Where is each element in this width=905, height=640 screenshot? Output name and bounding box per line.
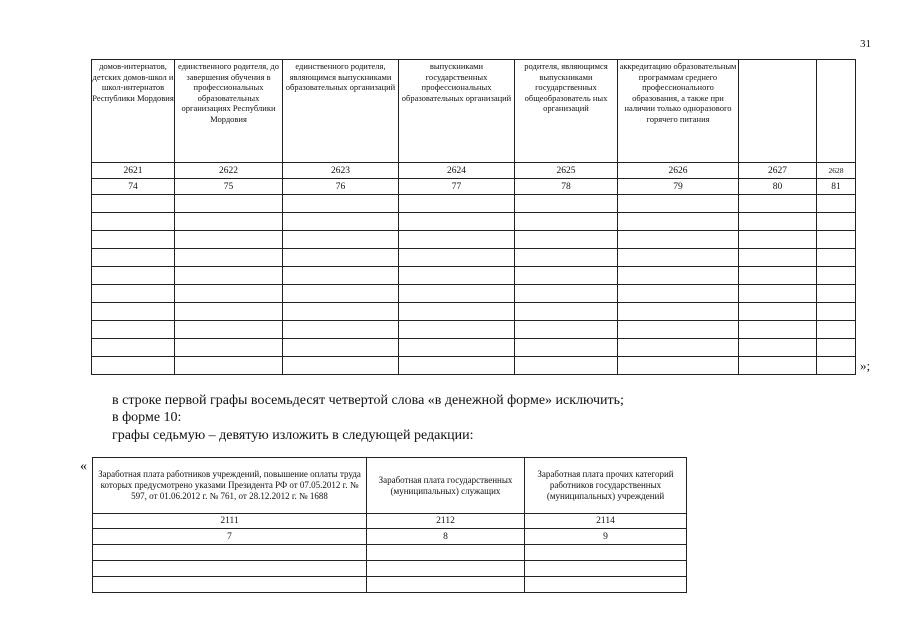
table-cell [92, 267, 175, 285]
table-cell [367, 561, 525, 577]
column-code: 2112 [367, 514, 525, 529]
table-row [93, 545, 687, 561]
column-code: 2625 [515, 163, 618, 179]
table-cell [92, 249, 175, 267]
table-cell [739, 339, 817, 357]
table-cell [515, 303, 618, 321]
table-cell [175, 321, 283, 339]
table-cell [515, 285, 618, 303]
table-cell [817, 231, 856, 249]
table-cell [399, 249, 515, 267]
table-row [93, 561, 687, 577]
table-cell [515, 321, 618, 339]
table-cell [618, 267, 739, 285]
table-cell [739, 231, 817, 249]
table-cell [739, 249, 817, 267]
table-cell [93, 561, 367, 577]
column-header: домов-интернатов, детских домов-школ и школ-интернатов Республики Мордовия [92, 60, 175, 163]
column-code: 2628 [817, 163, 856, 179]
table-cell [399, 195, 515, 213]
table-cell [175, 303, 283, 321]
table-cell [283, 321, 399, 339]
table-row [92, 195, 856, 213]
table-cell [739, 267, 817, 285]
table-cell [367, 545, 525, 561]
table-row [92, 285, 856, 303]
table-cell [817, 267, 856, 285]
table-cell [525, 561, 687, 577]
table-row [92, 231, 856, 249]
column-header [817, 60, 856, 163]
table-cell [283, 339, 399, 357]
table-cell [283, 285, 399, 303]
table-cell [618, 249, 739, 267]
table-cell [92, 195, 175, 213]
table-cell [618, 357, 739, 375]
table-row [92, 321, 856, 339]
table-cell [618, 285, 739, 303]
table-cell [175, 213, 283, 231]
column-header: Заработная плата работников учреждений, повышение оплаты труда которых предусмотрено указами Президента РФ от 07.05.2012 г. № 597, от 01.06.2012 г. № 761, от 28.12.2012 г. № 1688 [93, 458, 367, 514]
column-number: 80 [739, 179, 817, 195]
table-cell [817, 321, 856, 339]
table-cell [175, 231, 283, 249]
table-cell [399, 303, 515, 321]
table-cell [92, 339, 175, 357]
table-cell [92, 213, 175, 231]
table-cell [739, 213, 817, 231]
table-cell [283, 249, 399, 267]
column-number: 76 [283, 179, 399, 195]
table-cell [618, 339, 739, 357]
table-cell [283, 267, 399, 285]
table-cell [399, 285, 515, 303]
table-cell [515, 339, 618, 357]
table-cell [817, 213, 856, 231]
column-header: единственного родителя, до завершения обучения в профессиональных образовательных организациях Республики Мордовия [175, 60, 283, 163]
wage-table-continuation [91, 59, 856, 375]
column-number: 78 [515, 179, 618, 195]
table-cell [399, 321, 515, 339]
table-row [92, 357, 856, 375]
table-cell [817, 303, 856, 321]
table-cell [92, 321, 175, 339]
column-number: 79 [618, 179, 739, 195]
table-cell [515, 213, 618, 231]
table-cell [93, 577, 367, 593]
column-number-row [92, 179, 856, 195]
closing-quote-mark: »; [860, 358, 871, 373]
table-cell [399, 339, 515, 357]
table-cell [399, 231, 515, 249]
table-cell [92, 285, 175, 303]
column-header: выпускниками государственных профессиональных образовательных организаций [399, 60, 515, 163]
table-cell [515, 195, 618, 213]
table-cell [175, 195, 283, 213]
table-cell [525, 577, 687, 593]
table-cell [175, 285, 283, 303]
table-cell [515, 249, 618, 267]
table-cell [399, 357, 515, 375]
table-cell [283, 231, 399, 249]
column-code: 2626 [618, 163, 739, 179]
table-cell [283, 303, 399, 321]
column-number: 74 [92, 179, 175, 195]
table-cell [367, 577, 525, 593]
table-header-row [92, 60, 856, 163]
table-row [92, 249, 856, 267]
table-cell [817, 285, 856, 303]
column-code: 2111 [93, 514, 367, 529]
column-number-row [93, 529, 687, 545]
table-row [92, 213, 856, 231]
table-cell [817, 357, 856, 375]
table-row [93, 577, 687, 593]
table-cell [175, 249, 283, 267]
table-cell [399, 213, 515, 231]
column-code-row [93, 514, 687, 529]
column-number: 81 [817, 179, 856, 195]
column-code: 2624 [399, 163, 515, 179]
table-cell [817, 195, 856, 213]
column-number: 77 [399, 179, 515, 195]
column-header: аккредитацию образовательным программам среднего профессионального образования, а также при наличии только одноразового горячего питания [618, 60, 739, 163]
table-cell [618, 213, 739, 231]
table-cell [618, 231, 739, 249]
table-row [92, 267, 856, 285]
table-cell [515, 231, 618, 249]
column-header [739, 60, 817, 163]
table-cell [92, 231, 175, 249]
table-cell [283, 213, 399, 231]
table-cell [399, 267, 515, 285]
table-cell [93, 545, 367, 561]
table-cell [283, 357, 399, 375]
table-cell [739, 357, 817, 375]
table-cell [817, 339, 856, 357]
opening-quote-mark: « [80, 459, 87, 474]
table-cell [175, 339, 283, 357]
column-code: 2627 [739, 163, 817, 179]
table-cell [283, 195, 399, 213]
paragraph-line: в строке первой графы восемьдесят четвертой слова «в денежной форме» исключить; [112, 393, 624, 408]
page-number: 31 [860, 38, 871, 50]
table-row [92, 339, 856, 357]
table-header-row [93, 458, 687, 514]
column-code: 2623 [283, 163, 399, 179]
column-code: 2114 [525, 514, 687, 529]
column-number: 8 [367, 529, 525, 545]
table-cell [739, 303, 817, 321]
table-cell [525, 545, 687, 561]
column-number: 9 [525, 529, 687, 545]
paragraph-line: в форме 10: [112, 410, 182, 425]
table-cell [175, 267, 283, 285]
table-cell [817, 249, 856, 267]
table-cell [92, 357, 175, 375]
column-code: 2622 [175, 163, 283, 179]
table-cell [515, 357, 618, 375]
column-header: Заработная плата государственных (муниципальных) служащих [367, 458, 525, 514]
table-cell [92, 303, 175, 321]
column-code-row [92, 163, 856, 179]
table-cell [618, 303, 739, 321]
table-cell [515, 267, 618, 285]
column-code: 2621 [92, 163, 175, 179]
table-cell [175, 357, 283, 375]
column-header: единственного родителя, являющимся выпускниками образовательных организаций [283, 60, 399, 163]
table-row [92, 303, 856, 321]
paragraph-line: графы седьмую – девятую изложить в следующей редакции: [112, 428, 474, 443]
column-header: родителя, являющимся выпускниками государственных общеобразователь ных организаций [515, 60, 618, 163]
column-header: Заработная плата прочих категорий работников государственных (муниципальных) учреждений [525, 458, 687, 514]
column-number: 75 [175, 179, 283, 195]
column-number: 7 [93, 529, 367, 545]
table-cell [739, 285, 817, 303]
wage-columns-table [92, 457, 687, 593]
table-cell [618, 195, 739, 213]
table-cell [739, 321, 817, 339]
table-cell [618, 321, 739, 339]
table-cell [739, 195, 817, 213]
